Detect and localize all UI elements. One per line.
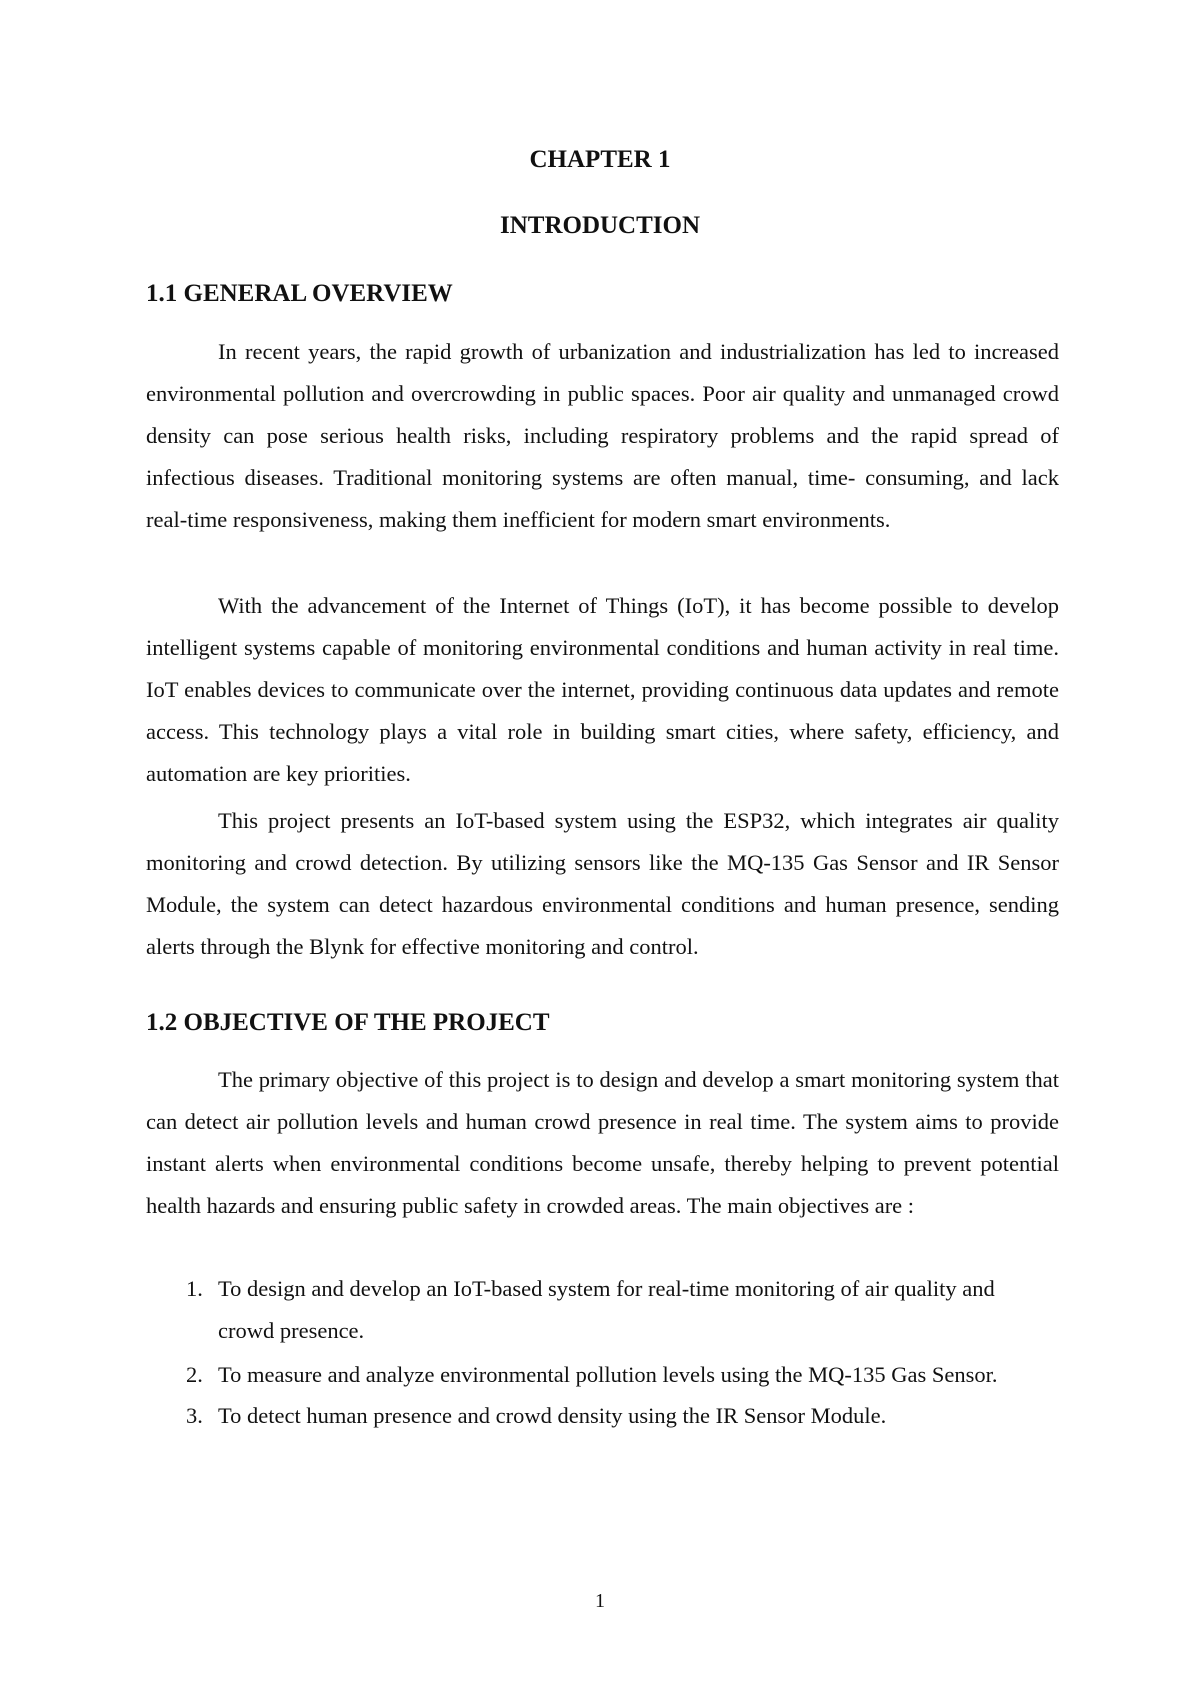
paragraph-overview-2: With the advancement of the Internet of Things (IoT), it has become possible to develop intelligent systems capable of monitoring environmental conditions and human activity in real time. IoT enables devices to communicate over the internet, providing continuous data updates and remote access. This technology plays a vital role in building smart cities, where safety, efficiency, and automation are key priorities. [146, 593, 1059, 786]
section-heading-general-overview: 1.1 GENERAL OVERVIEW [146, 280, 453, 307]
list-item [146, 1268, 1018, 1352]
paragraph-objective: The primary objective of this project is to design and develop a smart monitoring system that can detect air pollution levels and human crowd presence in real time. The system aims to provide instant alerts when environmental conditions become unsafe, thereby helping to prevent potential health hazards and ensuring public safety in crowded areas. The main objectives are : [146, 1067, 1059, 1218]
list-item-text: To design and develop an IoT-based system for real-time monitoring of air quality and crowd presence. [218, 1276, 995, 1343]
page-number: 1 [595, 1590, 605, 1612]
list-item-text: To detect human presence and crowd density using the IR Sensor Module. [218, 1403, 887, 1428]
list-item [146, 1352, 1018, 1395]
paragraph-overview-1: In recent years, the rapid growth of urbanization and industrialization has led to increased environmental pollution and overcrowding in public spaces. Poor air quality and unmanaged crowd density can pose serious health risks, including respiratory problems and the rapid spread of infectious diseases. Traditional monitoring systems are often manual, time- consuming, and lack real-time responsiveness, making them inefficient for modern smart environments. [146, 339, 1059, 532]
chapter-title: INTRODUCTION [499, 212, 701, 239]
list-item-number: 3. [186, 1403, 203, 1428]
list-item [146, 1395, 1018, 1437]
paragraph-overview-3: This project presents an IoT-based system using the ESP32, which integrates air quality monitoring and crowd detection. By utilizing sensors like the MQ-135 Gas Sensor and IR Sensor Module, the system can detect hazardous environmental conditions and human presence, sending alerts through the Blynk for effective monitoring and control. [146, 808, 1059, 959]
list-item-number: 1. [186, 1276, 203, 1301]
list-item-number: 2. [186, 1362, 203, 1387]
list-item-text: To measure and analyze environmental pollution levels using the MQ-135 Gas Sensor. [218, 1362, 998, 1387]
objectives-list [146, 1268, 1059, 1437]
section-heading-objective: 1.2 OBJECTIVE OF THE PROJECT [146, 1009, 550, 1036]
chapter-number: CHAPTER 1 [529, 146, 671, 173]
